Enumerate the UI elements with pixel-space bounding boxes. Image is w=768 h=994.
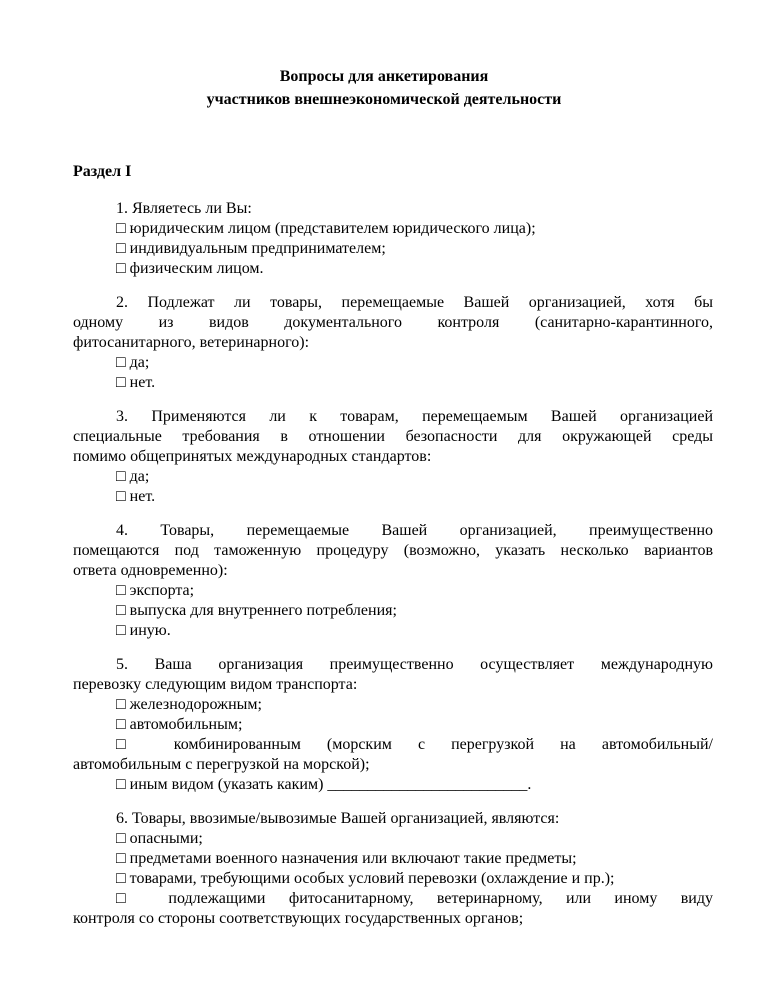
question-3-text-line-2: специальные требования в отношении безопасности для окружающей среды [73,428,713,445]
question-5-option-2[interactable]: □ автомобильным; [116,716,243,733]
question-6-text: 6. Товары, ввозимые/вывозимые Вашей организацией, являются: [116,810,560,827]
question-2-text-line-1: 2. Подлежат ли товары, перемещаемые Вашей организацией, хотя бы [116,294,713,311]
question-3-text-line-1: 3. Применяются ли к товарам, перемещаемым Вашей организацией [116,408,713,425]
question-5-option-1[interactable]: □ железнодорожным; [116,696,262,713]
question-4-option-3[interactable]: □ иную. [116,622,171,639]
question-6-option-2[interactable]: □ предметами военного назначения или включают такие предметы; [116,850,577,867]
question-4-text-line-1: 4. Товары, перемещаемые Вашей организацией, преимущественно [116,522,713,539]
question-4-text-line-3: ответа одновременно): [73,562,228,579]
question-3-text-line-3: помимо общепринятых международных стандартов: [73,448,432,465]
section-heading: Раздел I [73,163,132,180]
question-5-option-4[interactable]: □ иным видом (указать каким) _________________________. [116,776,532,793]
question-4-option-2[interactable]: □ выпуска для внутреннего потребления; [116,602,397,619]
question-6-option-3[interactable]: □ товарами, требующими особых условий перевозки (охлаждение и пр.); [116,870,615,887]
question-3-option-1[interactable]: □ да; [116,468,150,485]
question-1-text: 1. Являетесь ли Вы: [116,200,252,217]
document-title-line-2: участников внешнеэкономической деятельности [206,91,562,108]
question-6-option-4[interactable]: □ подлежащими фитосанитарному, ветеринарному, или иному виду [116,890,713,907]
question-2-option-2[interactable]: □ нет. [116,374,156,391]
question-6-option-1[interactable]: □ опасными; [116,830,203,847]
document-title-line-1: Вопросы для анкетирования [279,68,489,85]
question-5-text-line-2: перевозку следующим видом транспорта: [73,676,358,693]
question-5-option-3[interactable]: □ комбинированным (морским с перегрузкой на автомобильный/ [116,736,713,753]
question-1-option-3[interactable]: □ физическим лицом. [116,260,264,277]
question-2-text-line-2: одному из видов документального контроля (санитарно-карантинного, [73,314,713,331]
question-2-option-1[interactable]: □ да; [116,354,150,371]
question-5-option-3-continuation: автомобильным с перегрузкой на морской); [73,756,370,773]
question-4-text-line-2: помещаются под таможенную процедуру (возможно, указать несколько вариантов [73,542,713,559]
question-1-option-1[interactable]: □ юридическим лицом (представителем юридического лица); [116,220,536,237]
question-2-text-line-3: фитосанитарного, ветеринарного): [73,334,310,351]
question-5-text-line-1: 5. Ваша организация преимущественно осуществляет международную [116,656,713,673]
question-4-option-1[interactable]: □ экспорта; [116,582,195,599]
question-1-option-2[interactable]: □ индивидуальным предпринимателем; [116,240,386,257]
question-6-option-4-continuation: контроля со стороны соответствующих государственных органов; [73,910,524,927]
question-3-option-2[interactable]: □ нет. [116,488,156,505]
